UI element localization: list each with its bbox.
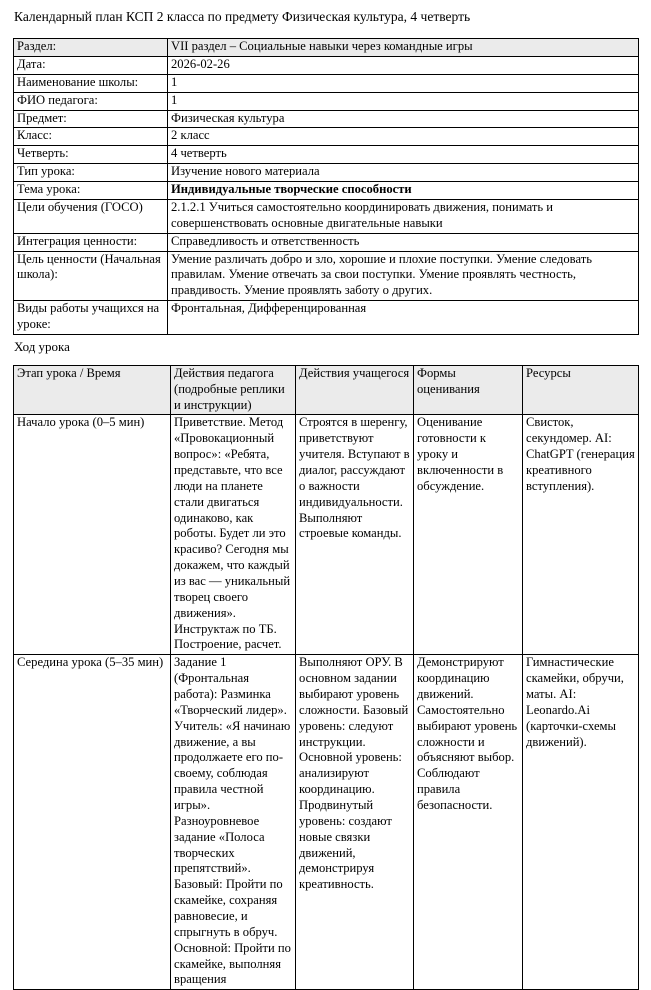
info-label: Цели обучения (ГОСО) bbox=[14, 199, 168, 233]
info-label: Цель ценности (Начальная школа): bbox=[14, 251, 168, 301]
table-row bbox=[14, 92, 639, 110]
info-label: Четверть: bbox=[14, 146, 168, 164]
info-label: Класс: bbox=[14, 128, 168, 146]
column-header-resources: Ресурсы bbox=[523, 365, 639, 415]
info-value: VII раздел – Социальные навыки через командные игры bbox=[168, 39, 639, 57]
assessment-cell: Демонстрируют координацию движений. Самостоятельно выбирают уровень сложности и объясняют выбор. Соблюдают правила безопасности. bbox=[414, 655, 523, 990]
info-value: Изучение нового материала bbox=[168, 164, 639, 182]
info-value: 1 bbox=[168, 74, 639, 92]
info-label: Предмет: bbox=[14, 110, 168, 128]
info-value: Фронтальная, Дифференцированная bbox=[168, 301, 639, 335]
info-value: 2.1.2.1 Учиться самостоятельно координировать движения, понимать и совершенствовать основные двигательные навыки bbox=[168, 199, 639, 233]
info-value: 2 класс bbox=[168, 128, 639, 146]
info-label: Наименование школы: bbox=[14, 74, 168, 92]
document-title: Календарный план КСП 2 класса по предмету Физическая культура, 4 четверть bbox=[14, 9, 471, 24]
column-header-student-actions: Действия учащегося bbox=[296, 365, 414, 415]
table-row bbox=[14, 251, 639, 301]
table-row bbox=[14, 655, 639, 990]
column-header-assessment: Формы оценивания bbox=[414, 365, 523, 415]
table-row bbox=[14, 128, 639, 146]
table-row bbox=[14, 301, 639, 335]
table-row bbox=[14, 233, 639, 251]
info-label: Дата: bbox=[14, 57, 168, 75]
info-value-lesson-topic: Индивидуальные творческие способности bbox=[168, 182, 639, 200]
table-row bbox=[14, 146, 639, 164]
table-row bbox=[14, 164, 639, 182]
teacher-actions-cell: Задание 1 (Фронтальная работа): Разминка «Творческий лидер». Учитель: «Я начинаю движение, а вы продолжаете его по-своему, соблюдая правила честной игры». Разноуровневое задание «Полоса творческих препятствий». Базовый: Пройти по скамейке, сохраняя равновесие, и спрыгнуть в обруч. Основной: Пройти по скамейке, выполняя вращения bbox=[171, 655, 296, 990]
table-row bbox=[14, 182, 639, 200]
info-label: Виды работы учащихся на уроке: bbox=[14, 301, 168, 335]
table-row bbox=[14, 74, 639, 92]
table-row bbox=[14, 57, 639, 75]
info-table bbox=[13, 38, 639, 335]
info-value: Справедливость и ответственность bbox=[168, 233, 639, 251]
info-label: Интеграция ценности: bbox=[14, 233, 168, 251]
section-heading: Ход урока bbox=[14, 338, 70, 354]
info-value: Умение различать добро и зло, хорошие и плохие поступки. Умение следовать правилам. Умение отвечать за свои поступки. Умение проявлять честность, правдивость. Умение проявлять заботу о других. bbox=[168, 251, 639, 301]
table-row bbox=[14, 199, 639, 233]
lesson-table-header-row bbox=[14, 365, 639, 415]
info-value: 1 bbox=[168, 92, 639, 110]
student-actions-cell: Выполняют ОРУ. В основном задании выбирают уровень сложности. Базовый уровень: следуют инструкции. Основной уровень: анализируют координацию. Продвинутый уровень: создают новые связки движений, демонстрируя креативность. bbox=[296, 655, 414, 990]
resources-cell: Гимнастические скамейки, обручи, маты. AI: Leonardo.Ai (карточки-схемы движений). bbox=[523, 655, 639, 990]
column-header-teacher-actions: Действия педагога (подробные реплики и инструкции) bbox=[171, 365, 296, 415]
assessment-cell: Оценивание готовности к уроку и включенности в обсуждение. bbox=[414, 415, 523, 655]
info-label: ФИО педагога: bbox=[14, 92, 168, 110]
student-actions-cell: Строятся в шеренгу, приветствуют учителя. Вступают в диалог, рассуждают о важности индивидуальности. Выполняют строевые команды. bbox=[296, 415, 414, 655]
stage-cell: Середина урока (5–35 мин) bbox=[14, 655, 171, 990]
resources-cell: Свисток, секундомер. AI: ChatGPT (генерация креативного вступления). bbox=[523, 415, 639, 655]
info-value: 2026-02-26 bbox=[168, 57, 639, 75]
info-value: Физическая культура bbox=[168, 110, 639, 128]
table-row bbox=[14, 110, 639, 128]
table-row bbox=[14, 415, 639, 655]
info-label: Тема урока: bbox=[14, 182, 168, 200]
stage-cell: Начало урока (0–5 мин) bbox=[14, 415, 171, 655]
info-label: Тип урока: bbox=[14, 164, 168, 182]
info-value: 4 четверть bbox=[168, 146, 639, 164]
teacher-actions-cell: Приветствие. Метод «Провокационный вопрос»: «Ребята, представьте, что все люди на планете стали двигаться одинаково, как роботы. Будет ли это красиво? Сегодня мы докажем, что каждый из вас — уникальный творец своего движения». Инструктаж по ТБ. Построение, расчет. bbox=[171, 415, 296, 655]
column-header-stage: Этап урока / Время bbox=[14, 365, 171, 415]
table-row bbox=[14, 39, 639, 57]
info-label: Раздел: bbox=[14, 39, 168, 57]
lesson-table bbox=[13, 365, 639, 990]
